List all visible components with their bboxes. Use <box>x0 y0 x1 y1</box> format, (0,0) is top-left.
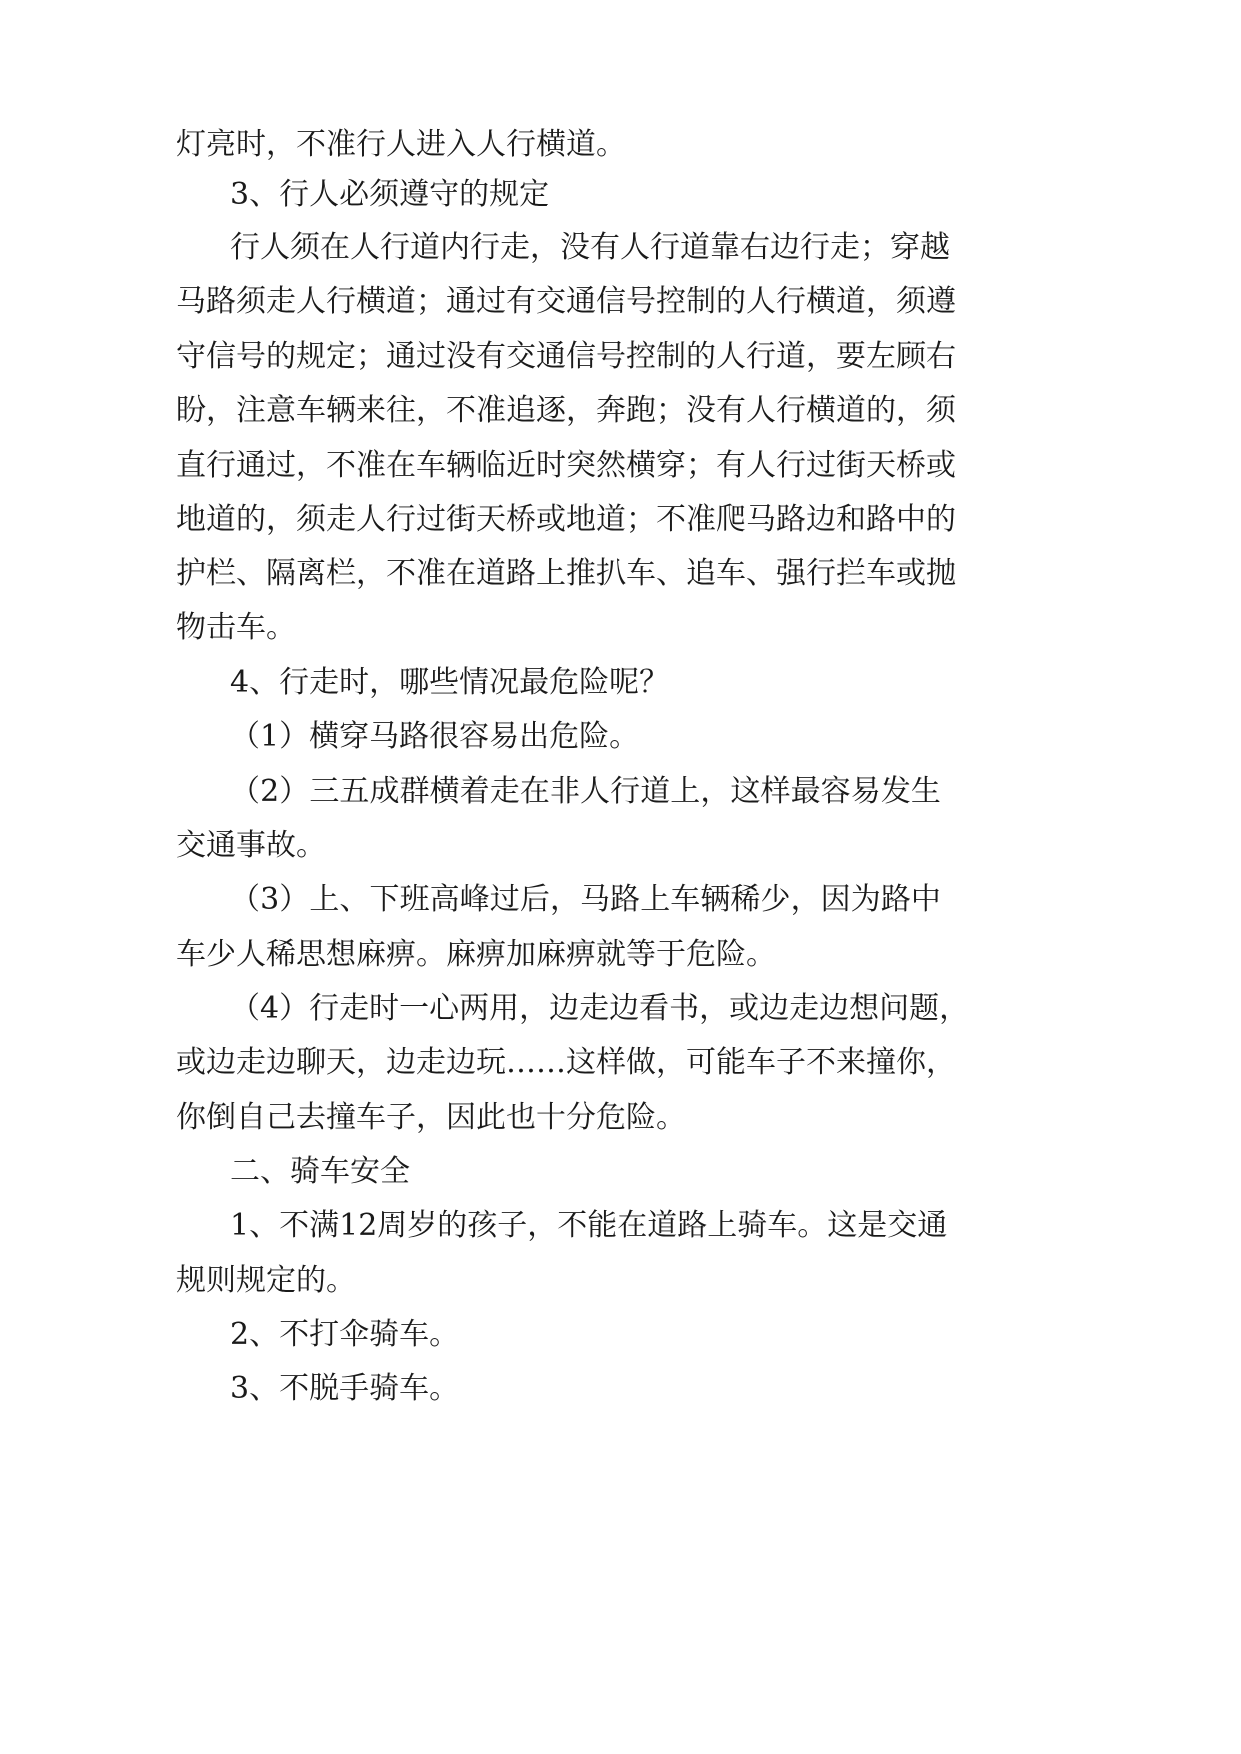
list-item-2: （ 2 ） 三 五 成 群 横 着 走 在 非 人 行 道 上 ， 这 样 最 容 易 发 生 <box>230 774 941 809</box>
list-item-1: （1）横穿马路很容易出危险。 <box>230 719 640 754</box>
cycling-rule-1-cont: 规则规定的。 <box>176 1263 356 1298</box>
text-line-8: 地 道 的 ， 须 走 人 行 过 街 天 桥 或 地 道 ； 不 准 爬 马 路 边 和 路 中 的 <box>176 502 956 537</box>
section-heading-cycling-safety: 二、骑车安全 <box>230 1154 410 1189</box>
list-item-4-cont-1: 或 边 走 边 聊 天 ， 边 走 边 玩 … … 这 样 做 ， 可 能 车 子 不 来 撞 你 ， <box>176 1045 956 1080</box>
text-line-9: 护 栏 、 隔 离 栏 ， 不 准 在 道 路 上 推 扒 车 、 追 车 、 强 行 拦 车 或 抛 <box>176 556 956 591</box>
list-item-3: （ 3 ） 上 、 下 班 高 峰 过 后 ， 马 路 上 车 辆 稀 少 ， 因 为 路 中 <box>230 882 941 917</box>
text-line-6: 盼 ， 注 意 车 辆 来 往 ， 不 准 追 逐 ， 奔 跑 ； 没 有 人 行 横 道 的 ， 须 <box>176 393 956 428</box>
section-heading-danger-question: 4、行走时，哪些情况最危险呢？ <box>230 665 670 700</box>
text-line-1: 灯亮时，不准行人进入人行横道。 <box>176 127 626 162</box>
text-line-3: 行 人 须 在 人 行 道 内 行 走 ， 没 有 人 行 道 靠 右 边 行 走 ； 穿 越 <box>230 230 950 265</box>
section-heading-pedestrian-rules: 3、行人必须遵守的规定 <box>230 177 550 212</box>
list-item-4: （ 4 ） 行 走 时 一 心 两 用 ， 边 走 边 看 书 ， 或 边 走 边 想 问 题 ， <box>230 991 970 1026</box>
cycling-rule-3: 3、不脱手骑车。 <box>230 1371 460 1406</box>
list-item-4-cont-2: 你倒自己去撞车子，因此也十分危险。 <box>176 1100 686 1135</box>
text-line-5: 守 信 号 的 规 定 ； 通 过 没 有 交 通 信 号 控 制 的 人 行 道 ， 要 左 顾 右 <box>176 339 956 374</box>
cycling-rule-1: 1 、 不 满 1 2 周 岁 的 孩 子 ， 不 能 在 道 路 上 骑 车 。 这 是 交 通 <box>230 1208 948 1243</box>
text-line-10: 物击车。 <box>176 610 296 645</box>
list-item-3-cont: 车少人稀思想麻痹。麻痹加麻痹就等于危险。 <box>176 937 776 972</box>
text-line-4: 马 路 须 走 人 行 横 道 ； 通 过 有 交 通 信 号 控 制 的 人 行 横 道 ， 须 遵 <box>176 284 956 319</box>
text-line-7: 直 行 通 过 ， 不 准 在 车 辆 临 近 时 突 然 横 穿 ； 有 人 行 过 街 天 桥 或 <box>176 448 956 483</box>
list-item-2-cont: 交通事故。 <box>176 828 326 863</box>
cycling-rule-2: 2、不打伞骑车。 <box>230 1317 460 1352</box>
